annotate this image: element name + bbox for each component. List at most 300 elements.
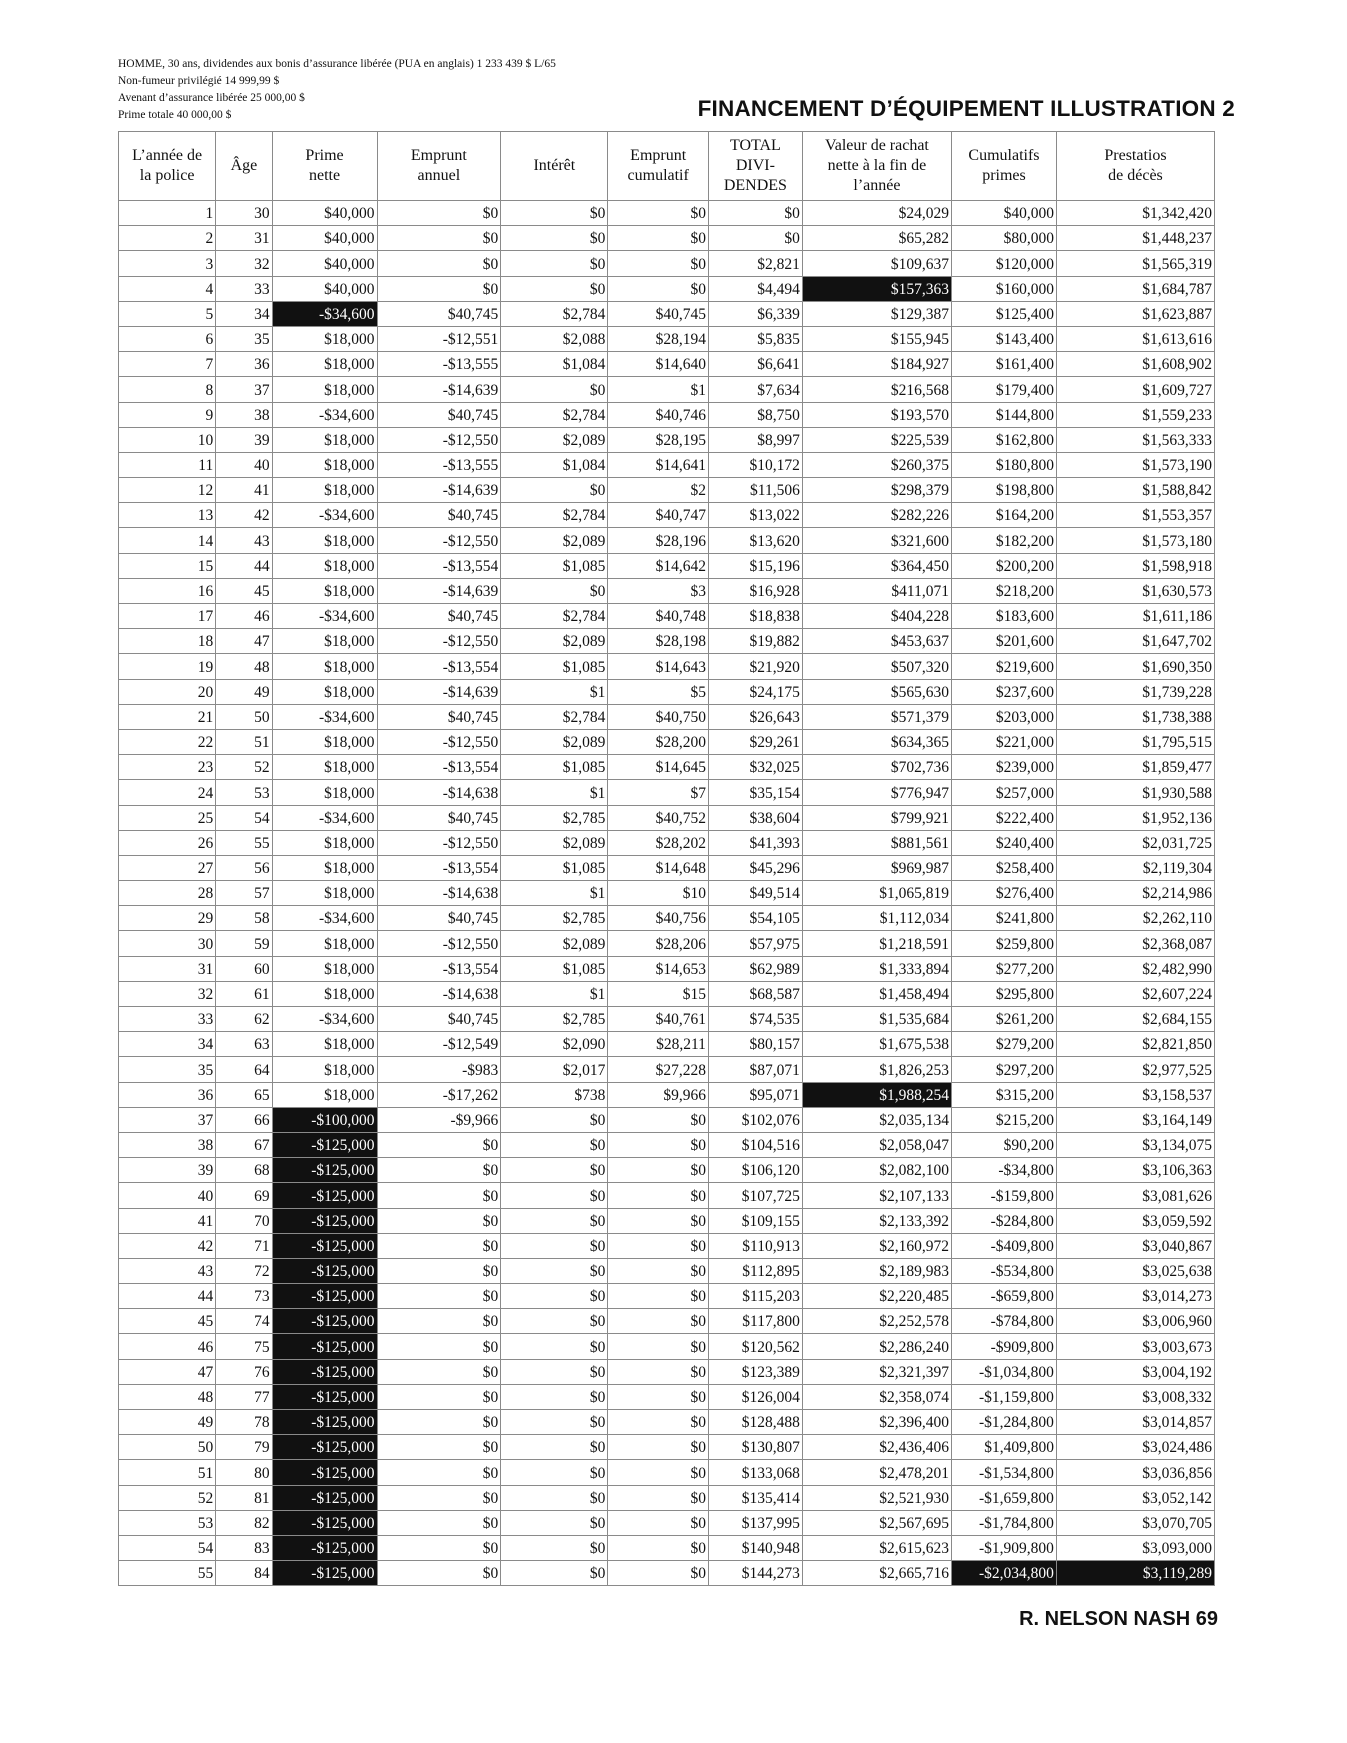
table-cell: -$14,639 (377, 679, 501, 704)
table-row (119, 1309, 1215, 1334)
table-cell: $11,506 (708, 478, 802, 503)
table-cell: $0 (377, 251, 501, 276)
table-cell: 5 (119, 301, 216, 326)
table-cell: $90,200 (951, 1132, 1056, 1157)
table-cell: 22 (119, 729, 216, 754)
table-cell: $18,000 (272, 855, 377, 880)
table-cell: 46 (119, 1334, 216, 1359)
table-row (119, 1082, 1215, 1107)
table-cell: 2 (119, 226, 216, 251)
table-cell: -$125,000 (272, 1460, 377, 1485)
table-cell: -$1,284,800 (951, 1410, 1056, 1435)
table-cell: 53 (216, 780, 272, 805)
table-cell: 45 (119, 1309, 216, 1334)
table-cell: $123,389 (708, 1359, 802, 1384)
table-cell: $15,196 (708, 553, 802, 578)
table-cell: -$284,800 (951, 1208, 1056, 1233)
table-row (119, 352, 1215, 377)
table-cell: $110,913 (708, 1233, 802, 1258)
table-cell: 30 (119, 931, 216, 956)
table-cell: $80,000 (951, 226, 1056, 251)
table-row (119, 1158, 1215, 1183)
table-cell: -$34,800 (951, 1158, 1056, 1183)
table-cell: 35 (119, 1057, 216, 1082)
table-cell: $571,379 (802, 704, 951, 729)
table-cell: $1 (501, 780, 608, 805)
table-cell: $7,634 (708, 377, 802, 402)
table-cell: $404,228 (802, 604, 951, 629)
table-cell: $0 (501, 1284, 608, 1309)
table-cell: $2,615,623 (802, 1535, 951, 1560)
table-row (119, 1410, 1215, 1435)
table-cell: $18,000 (272, 578, 377, 603)
table-cell: $1 (501, 981, 608, 1006)
table-cell: 16 (119, 578, 216, 603)
table-cell: $18,838 (708, 604, 802, 629)
table-cell: $10,172 (708, 452, 802, 477)
table-cell: -$125,000 (272, 1410, 377, 1435)
table-cell: $29,261 (708, 729, 802, 754)
table-cell: $40,745 (377, 503, 501, 528)
table-cell: 7 (119, 352, 216, 377)
table-cell: $1,952,136 (1056, 805, 1214, 830)
table-cell: 70 (216, 1208, 272, 1233)
table-cell: $1,738,388 (1056, 704, 1214, 729)
table-cell: $38,604 (708, 805, 802, 830)
table-cell: $0 (501, 251, 608, 276)
table-cell: $28,194 (608, 326, 709, 351)
table-cell: -$409,800 (951, 1233, 1056, 1258)
table-cell: $2,784 (501, 503, 608, 528)
table-cell: $0 (501, 377, 608, 402)
table-cell: $18,000 (272, 528, 377, 553)
table-cell: -$125,000 (272, 1359, 377, 1384)
table-cell: $0 (377, 1535, 501, 1560)
table-row (119, 1132, 1215, 1157)
table-cell: $2,089 (501, 931, 608, 956)
table-cell: $1 (501, 881, 608, 906)
column-header: Emprunt cumulatif (608, 132, 709, 201)
table-cell: $49,514 (708, 881, 802, 906)
table-cell: 35 (216, 326, 272, 351)
table-cell: $2,436,406 (802, 1435, 951, 1460)
table-cell: $126,004 (708, 1384, 802, 1409)
table-cell: $2,160,972 (802, 1233, 951, 1258)
table-cell: $1 (608, 377, 709, 402)
table-cell: $277,200 (951, 956, 1056, 981)
table-cell: $2,089 (501, 830, 608, 855)
table-cell: $14,640 (608, 352, 709, 377)
table-cell: $40,752 (608, 805, 709, 830)
table-row (119, 956, 1215, 981)
table-cell: $2,784 (501, 704, 608, 729)
table-cell: -$34,600 (272, 1007, 377, 1032)
table-cell: 52 (119, 1485, 216, 1510)
table-cell: $18,000 (272, 326, 377, 351)
table-cell: $3,081,626 (1056, 1183, 1214, 1208)
table-cell: -$9,966 (377, 1107, 501, 1132)
table-cell: 63 (216, 1032, 272, 1057)
table-cell: $104,516 (708, 1132, 802, 1157)
table-cell: $2,784 (501, 301, 608, 326)
table-cell: 69 (216, 1183, 272, 1208)
table-cell: $2,262,110 (1056, 906, 1214, 931)
table-row (119, 503, 1215, 528)
table-cell: -$34,600 (272, 604, 377, 629)
table-cell: -$14,639 (377, 578, 501, 603)
table-cell: 64 (216, 1057, 272, 1082)
table-cell: 32 (119, 981, 216, 1006)
table-cell: -$1,034,800 (951, 1359, 1056, 1384)
table-row (119, 1359, 1215, 1384)
table-cell: $0 (608, 251, 709, 276)
table-cell: -$1,659,800 (951, 1485, 1056, 1510)
policy-detail-line: Avenant d’assurance libérée 25 000,00 $ (118, 92, 305, 104)
table-cell: $2,058,047 (802, 1132, 951, 1157)
table-cell: $1,085 (501, 755, 608, 780)
table-cell: $140,948 (708, 1535, 802, 1560)
table-cell: -$909,800 (951, 1334, 1056, 1359)
table-cell: -$17,262 (377, 1082, 501, 1107)
table-cell: $0 (501, 1183, 608, 1208)
table-cell: -$125,000 (272, 1258, 377, 1283)
table-cell: $276,400 (951, 881, 1056, 906)
table-cell: $164,200 (951, 503, 1056, 528)
table-cell: -$125,000 (272, 1158, 377, 1183)
table-cell: $321,600 (802, 528, 951, 553)
table-cell: $2,368,087 (1056, 931, 1214, 956)
table-cell: -$784,800 (951, 1309, 1056, 1334)
table-cell: $799,921 (802, 805, 951, 830)
table-cell: $3,070,705 (1056, 1510, 1214, 1535)
table-cell: -$12,550 (377, 528, 501, 553)
table-cell: 54 (216, 805, 272, 830)
table-cell: $203,000 (951, 704, 1056, 729)
table-cell: 9 (119, 402, 216, 427)
table-cell: $1,559,233 (1056, 402, 1214, 427)
table-cell: $0 (608, 276, 709, 301)
table-cell: $102,076 (708, 1107, 802, 1132)
table-cell: $2,133,392 (802, 1208, 951, 1233)
table-cell: $40,748 (608, 604, 709, 629)
table-cell: $2,785 (501, 906, 608, 931)
table-cell: $1,623,887 (1056, 301, 1214, 326)
table-cell: 71 (216, 1233, 272, 1258)
table-cell: -$12,550 (377, 729, 501, 754)
table-cell: $24,029 (802, 201, 951, 226)
table-cell: $40,745 (377, 805, 501, 830)
table-cell: $179,400 (951, 377, 1056, 402)
table-cell: $0 (377, 1435, 501, 1460)
table-cell: $507,320 (802, 654, 951, 679)
table-cell: $1 (501, 679, 608, 704)
table-cell: $1,675,538 (802, 1032, 951, 1057)
table-cell: $702,736 (802, 755, 951, 780)
table-cell: $0 (501, 1410, 608, 1435)
table-cell: -$125,000 (272, 1435, 377, 1460)
table-row (119, 301, 1215, 326)
table-cell: $2,785 (501, 805, 608, 830)
table-cell: $1,608,902 (1056, 352, 1214, 377)
table-row (119, 604, 1215, 629)
table-cell: $120,000 (951, 251, 1056, 276)
table-cell: $0 (501, 1510, 608, 1535)
table-cell: -$12,550 (377, 427, 501, 452)
table-cell: 24 (119, 780, 216, 805)
table-cell: $14,641 (608, 452, 709, 477)
table-cell: $2,089 (501, 729, 608, 754)
page-title: FINANCEMENT D’ÉQUIPEMENT ILLUSTRATION 2 (697, 96, 1235, 121)
table-cell: $2,107,133 (802, 1183, 951, 1208)
table-cell: $74,535 (708, 1007, 802, 1032)
table-cell: $193,570 (802, 402, 951, 427)
table-cell: $1,573,180 (1056, 528, 1214, 553)
table-cell: $135,414 (708, 1485, 802, 1510)
table-cell: $1,859,477 (1056, 755, 1214, 780)
table-cell: $0 (501, 1132, 608, 1157)
table-cell: 15 (119, 553, 216, 578)
column-header: Emprunt annuel (377, 132, 501, 201)
table-cell: $18,000 (272, 654, 377, 679)
table-cell: $0 (608, 226, 709, 251)
table-cell: $95,071 (708, 1082, 802, 1107)
table-cell: 14 (119, 528, 216, 553)
table-cell: $2,977,525 (1056, 1057, 1214, 1082)
table-cell: $133,068 (708, 1460, 802, 1485)
table-cell: $1,613,616 (1056, 326, 1214, 351)
table-cell: $1,795,515 (1056, 729, 1214, 754)
table-cell: 83 (216, 1535, 272, 1560)
table-cell: $109,637 (802, 251, 951, 276)
table-cell: $0 (708, 226, 802, 251)
table-cell: $0 (608, 1309, 709, 1334)
table-cell: 10 (119, 427, 216, 452)
table-cell: 42 (216, 503, 272, 528)
table-cell: $0 (501, 1535, 608, 1560)
table-cell: $0 (501, 1107, 608, 1132)
table-cell: -$125,000 (272, 1183, 377, 1208)
table-cell: $3,119,289 (1056, 1561, 1214, 1586)
table-cell: $0 (608, 1132, 709, 1157)
table-cell: $14,645 (608, 755, 709, 780)
table-cell: 30 (216, 201, 272, 226)
table-cell: $0 (501, 578, 608, 603)
table-cell: $144,273 (708, 1561, 802, 1586)
table-cell: $0 (501, 276, 608, 301)
table-cell: $0 (708, 201, 802, 226)
table-cell: 38 (216, 402, 272, 427)
table-cell: 42 (119, 1233, 216, 1258)
table-row (119, 1485, 1215, 1510)
table-cell: $0 (377, 276, 501, 301)
table-cell: -$125,000 (272, 1384, 377, 1409)
table-cell: $2,396,400 (802, 1410, 951, 1435)
table-cell: $0 (377, 1158, 501, 1183)
table-cell: $1,409,800 (951, 1435, 1056, 1460)
table-cell: $2,119,304 (1056, 855, 1214, 880)
table-cell: 1 (119, 201, 216, 226)
table-row (119, 326, 1215, 351)
table-cell: 29 (119, 906, 216, 931)
table-cell: $2,089 (501, 528, 608, 553)
table-cell: 72 (216, 1258, 272, 1283)
table-cell: 40 (119, 1183, 216, 1208)
table-cell: $2,665,716 (802, 1561, 951, 1586)
table-cell: $1,647,702 (1056, 629, 1214, 654)
table-cell: $295,800 (951, 981, 1056, 1006)
table-cell: 48 (216, 654, 272, 679)
table-cell: $2,521,930 (802, 1485, 951, 1510)
table-cell: $0 (608, 1510, 709, 1535)
table-cell: $298,379 (802, 478, 951, 503)
table-cell: $8,750 (708, 402, 802, 427)
table-cell: $130,807 (708, 1435, 802, 1460)
illustration-table (118, 131, 1215, 1586)
table-cell: $315,200 (951, 1082, 1056, 1107)
table-cell: $0 (608, 1284, 709, 1309)
table-cell: $1,930,588 (1056, 780, 1214, 805)
table-cell: $40,750 (608, 704, 709, 729)
table-cell: $3,014,273 (1056, 1284, 1214, 1309)
table-cell: 11 (119, 452, 216, 477)
table-cell: $0 (377, 1183, 501, 1208)
table-cell: $0 (377, 1258, 501, 1283)
table-cell: -$534,800 (951, 1258, 1056, 1283)
table-cell: 17 (119, 604, 216, 629)
table-cell: $18,000 (272, 553, 377, 578)
table-cell: $28,200 (608, 729, 709, 754)
table-cell: $32,025 (708, 755, 802, 780)
table-cell: $3,164,149 (1056, 1107, 1214, 1132)
table-cell: 78 (216, 1410, 272, 1435)
table-cell: $1,085 (501, 654, 608, 679)
table-cell: $297,200 (951, 1057, 1056, 1082)
table-cell: $0 (501, 1561, 608, 1586)
table-cell: 45 (216, 578, 272, 603)
table-cell: 44 (119, 1284, 216, 1309)
table-cell: $28,206 (608, 931, 709, 956)
table-cell: -$12,549 (377, 1032, 501, 1057)
table-cell: $1,588,842 (1056, 478, 1214, 503)
table-cell: 58 (216, 906, 272, 931)
table-cell: -$125,000 (272, 1284, 377, 1309)
table-cell: $40,745 (377, 906, 501, 931)
table-cell: $183,600 (951, 604, 1056, 629)
table-cell: 36 (216, 352, 272, 377)
table-cell: $0 (501, 201, 608, 226)
table-cell: $0 (608, 1561, 709, 1586)
table-cell: -$34,600 (272, 805, 377, 830)
table-cell: $0 (608, 1107, 709, 1132)
table-cell: 74 (216, 1309, 272, 1334)
column-header: Valeur de rachat nette à la fin de l’année (802, 132, 951, 201)
table-cell: $216,568 (802, 377, 951, 402)
table-cell: $0 (377, 1485, 501, 1510)
table-cell: 31 (119, 956, 216, 981)
table-cell: 33 (119, 1007, 216, 1032)
table-cell: -$125,000 (272, 1510, 377, 1535)
table-cell: $13,620 (708, 528, 802, 553)
table-cell: -$13,554 (377, 553, 501, 578)
table-cell: $225,539 (802, 427, 951, 452)
table-cell: $129,387 (802, 301, 951, 326)
table-cell: $19,882 (708, 629, 802, 654)
table-cell: $18,000 (272, 830, 377, 855)
table-cell: $3,024,486 (1056, 1435, 1214, 1460)
table-row (119, 528, 1215, 553)
table-header-row (119, 132, 1215, 201)
column-header: Âge (216, 132, 272, 201)
table-cell: -$34,600 (272, 906, 377, 931)
table-cell: 84 (216, 1561, 272, 1586)
table-cell: $0 (377, 1309, 501, 1334)
table-cell: 37 (216, 377, 272, 402)
table-cell: $0 (377, 1233, 501, 1258)
table-cell: 6 (119, 326, 216, 351)
table-row (119, 1107, 1215, 1132)
table-cell: 41 (119, 1208, 216, 1233)
table-cell: -$12,550 (377, 931, 501, 956)
table-cell: -$34,600 (272, 704, 377, 729)
table-cell: -$12,550 (377, 629, 501, 654)
table-row (119, 478, 1215, 503)
table-cell: 51 (216, 729, 272, 754)
table-cell: $1,611,186 (1056, 604, 1214, 629)
table-body (119, 201, 1215, 1586)
table-cell: $1,684,787 (1056, 276, 1214, 301)
table-cell: $2,567,695 (802, 1510, 951, 1535)
table-cell: $3,008,332 (1056, 1384, 1214, 1409)
table-cell: $106,120 (708, 1158, 802, 1183)
table-cell: $2,089 (501, 629, 608, 654)
table-cell: $1,333,894 (802, 956, 951, 981)
table-cell: $219,600 (951, 654, 1056, 679)
column-header: L’année de la police (119, 132, 216, 201)
policy-details (118, 56, 556, 124)
table-cell: $7 (608, 780, 709, 805)
page-footer: R. NELSON NASH 69 (1019, 1608, 1218, 1630)
table-cell: $107,725 (708, 1183, 802, 1208)
table-cell: 41 (216, 478, 272, 503)
table-cell: 21 (119, 704, 216, 729)
table-cell: $0 (501, 1485, 608, 1510)
table-cell: -$125,000 (272, 1334, 377, 1359)
table-cell: $28,196 (608, 528, 709, 553)
table-cell: $259,800 (951, 931, 1056, 956)
table-cell: $1,085 (501, 956, 608, 981)
table-row (119, 1561, 1215, 1586)
table-row (119, 452, 1215, 477)
table-cell: $0 (501, 1233, 608, 1258)
table-cell: $237,600 (951, 679, 1056, 704)
table-cell: $3,093,000 (1056, 1535, 1214, 1560)
table-cell: $18,000 (272, 780, 377, 805)
table-cell: $0 (501, 1359, 608, 1384)
table-cell: $2,090 (501, 1032, 608, 1057)
table-cell: 50 (216, 704, 272, 729)
table-cell: $3,106,363 (1056, 1158, 1214, 1183)
table-row (119, 276, 1215, 301)
table-row (119, 805, 1215, 830)
table-cell: -$12,550 (377, 830, 501, 855)
table-cell: -$13,555 (377, 352, 501, 377)
table-cell: $3,158,537 (1056, 1082, 1214, 1107)
table-cell: $1,448,237 (1056, 226, 1214, 251)
table-cell: 77 (216, 1384, 272, 1409)
table-cell: $40,000 (272, 226, 377, 251)
table-cell: $201,600 (951, 629, 1056, 654)
table-cell: 47 (119, 1359, 216, 1384)
